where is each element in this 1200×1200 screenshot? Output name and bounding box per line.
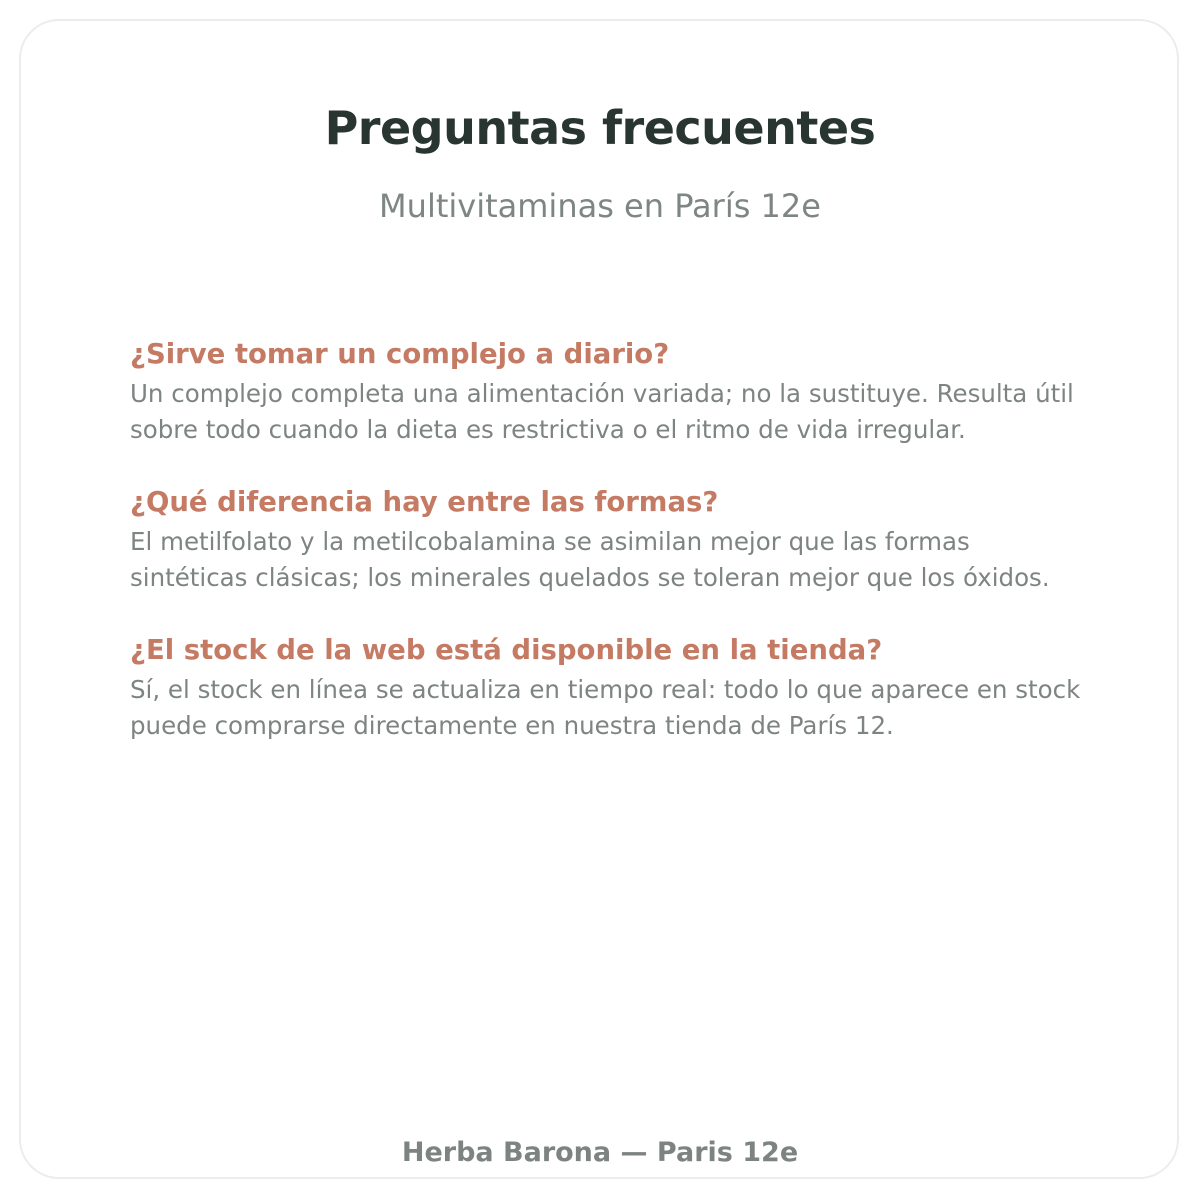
faq-answer: El metilfolato y la metilcobalamina se asimilan mejor que las formas sintéticas clásicas; los minerales quelados se toleran mejor que los óxidos. — [130, 527, 1050, 592]
faq-list — [130, 334, 1090, 778]
faq-question: ¿Sirve tomar un complejo a diario? — [130, 338, 670, 370]
faq-answer: Un complejo completa una alimentación variada; no la sustituye. Resulta útil sobre todo cuando la dieta es restrictiva o el ritmo de vida irregular. — [130, 379, 1074, 444]
faq-question: ¿El stock de la web está disponible en la tienda? — [130, 634, 883, 666]
footer-brand: Herba Barona — Paris 12e — [401, 1137, 799, 1168]
faq-question: ¿Qué diferencia hay entre las formas? — [130, 486, 719, 518]
faq-answer: Sí, el stock en línea se actualiza en tiempo real: todo lo que aparece en stock puede comprarse directamente en nuestra tienda de París 12. — [130, 675, 1081, 740]
page-subtitle: Multivitaminas en París 12e — [379, 187, 821, 225]
faq-item — [130, 334, 1090, 448]
faq-item — [130, 482, 1090, 596]
page-title: Preguntas frecuentes — [324, 101, 876, 155]
faq-item — [130, 630, 1090, 744]
